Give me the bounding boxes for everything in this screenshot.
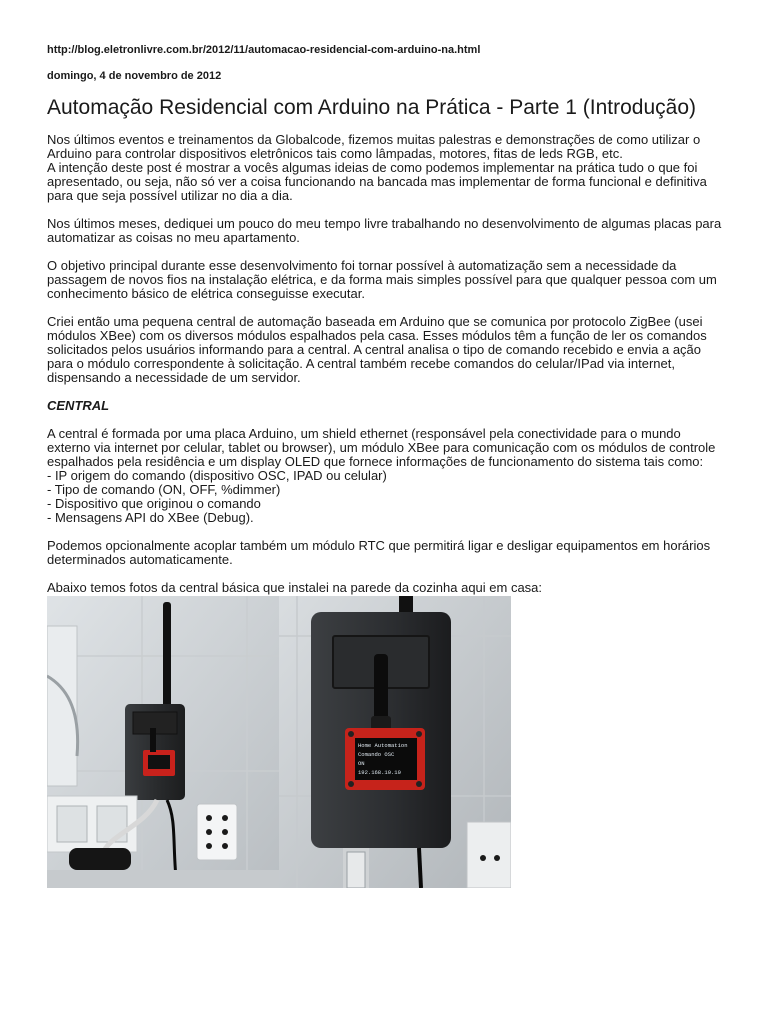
section-heading-central: CENTRAL <box>47 398 110 413</box>
photos-row <box>47 596 511 888</box>
photo-central-wide <box>47 596 279 888</box>
paragraph-central-description: A central é formada por uma placa Arduino, um shield ethernet (responsável pela conectividade para o mundo externo via internet por celular, tablet ou browser), um módulo XBee para comunicação com os módulos de controle espalhados pela residência e um display OLED que fornece informações de funcionamento do sistema tais como: - IP origem do comando (dispositivo OSC, IPAD ou celular) - Tipo de comando (ON, OFF, %dimmer) - Dispositivo que originou o comando - Mensagens API do XBee (Debug). <box>47 426 716 525</box>
paragraph-rtc: Podemos opcionalmente acoplar também um módulo RTC que permitirá ligar e desligar equipamentos em horários determinados automaticamente. <box>47 538 711 567</box>
paragraph-central-zigbee: Criei então uma pequena central de automação baseada em Arduino que se comunica por protocolo ZigBee (usei módulos XBee) com os diversos módulos espalhados pela casa. Esses módulos têm a função de ler os comandos solicitados pelos usuários informando para a central. A central analisa o tipo de comando recebido e envia a ação para o módulo correspondente à solicitação. A central também recebe comandos do celular/IPad via internet, dispensando a necessidade de um servidor. <box>47 314 707 385</box>
oled-line-3: ON <box>358 760 365 767</box>
article-title: Automação Residencial com Arduino na Prática - Parte 1 (Introdução) <box>47 96 697 119</box>
paragraph-intro: Nos últimos eventos e treinamentos da Globalcode, fizemos muitas palestras e demonstrações de como utilizar o Arduino para controlar dispositivos eletrônicos tais como lâmpadas, motores, fitas de leds RGB, etc. A intenção deste post é mostrar a vocês algumas ideias de como podemos implementar na prática tudo o que foi apresentado, ou seja, não só ver a coisa funcionando na bancada mas implementar de forma funcional e definitiva para que seja possível utilizar no dia a dia. <box>47 132 707 203</box>
oled-line-2: Comando OSC <box>358 751 395 758</box>
article-body <box>47 133 727 595</box>
oled-line-4: 192.168.10.10 <box>358 769 401 776</box>
paragraph-photos-intro: Abaixo temos fotos da central básica que instalei na parede da cozinha aqui em casa: <box>47 580 543 595</box>
photo-central-closeup <box>279 596 511 888</box>
paragraph-time: Nos últimos meses, dediquei um pouco do meu tempo livre trabalhando no desenvolvimento de algumas placas para automatizar as coisas no meu apartamento. <box>47 216 722 245</box>
oled-line-1: Home Automation <box>358 742 408 749</box>
source-url: http://blog.eletronlivre.com.br/2012/11/automacao-residencial-com-arduino-na.html <box>47 44 481 56</box>
paragraph-objective: O objetivo principal durante esse desenvolvimento foi tornar possível à automatização sem a necessidade da passagem de novos fios na instalação elétrica, e da forma mais simples possível para que qualquer pessoa com um conhecimento básico de elétrica conseguisse executar. <box>47 258 717 301</box>
post-date: domingo, 4 de novembro de 2012 <box>47 70 222 82</box>
